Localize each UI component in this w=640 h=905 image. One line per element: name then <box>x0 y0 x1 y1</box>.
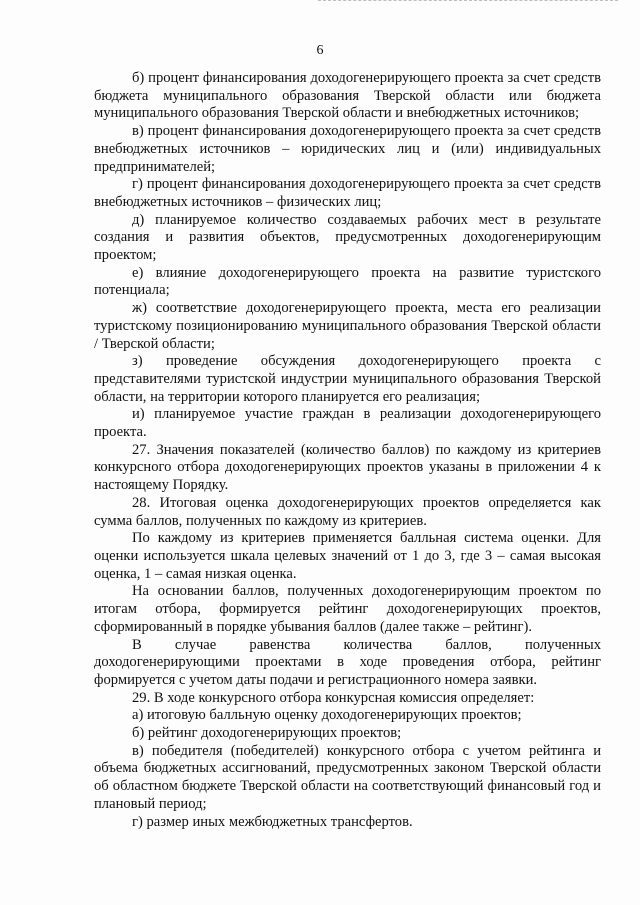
scoring-system-paragraph: По каждому из критериев применяется балльная система оценки. Для оценки используется шкала целевых значений от 1 до 3, где 3 – самая высокая оценка, 1 – самая низкая оценка. <box>94 530 601 582</box>
criterion-g: г) процент финансирования доходогенерирующего проекта за счет средств внебюджетных источников – физических лиц; <box>94 176 601 210</box>
clause-28: 28. Итоговая оценка доходогенерирующих проектов определяется как сумма баллов, полученных по каждому из критериев. <box>94 494 601 529</box>
rating-paragraph: На основании баллов, полученных доходогенерирующим проектом по итогам отбора, формируется рейтинг доходогенерирующих проектов, сформированный в порядке убывания баллов (далее также – рейтинг). <box>94 583 601 635</box>
scan-header-mark <box>318 0 618 5</box>
criterion-zh: ж) соответствие доходогенерирующего проекта, места его реализации туристскому позиционированию муниципального образования Тверской области / Тверской области; <box>94 300 601 352</box>
criterion-b: б) процент финансирования доходогенерирующего проекта за счет средств бюджета муниципального образования Тверской области или бюджета муниципального образования Тверской области и внебюджетных источников; <box>94 70 601 122</box>
document-body <box>94 70 601 831</box>
commission-item-g: г) размер иных межбюджетных трансфертов. <box>132 813 413 830</box>
criterion-z: з) проведение обсуждения доходогенерирующего проекта с представителями туристской индустрии муниципального образования Тверской области, на территории которого планируется его реализация; <box>94 353 601 405</box>
criterion-i: и) планируемое участие граждан в реализации доходогенерирующего проекта. <box>94 406 601 441</box>
commission-item-a: а) итоговую балльную оценку доходогенерирующих проектов; <box>132 707 522 724</box>
clause-27: 27. Значения показателей (количество баллов) по каждому из критериев конкурсного отбора доходогенерирующих проектов указаны в приложении 4 к настоящему Порядку. <box>94 441 601 494</box>
commission-item-b: б) рейтинг доходогенерирующих проектов; <box>132 725 402 742</box>
commission-item-v: в) победителя (победителей) конкурсного отбора с учетом рейтинга и объема бюджетных ассигнований, предусмотренных законом Тверской области об областном бюджете Тверской области на соответствующий финансовый год и плановый период; <box>94 742 601 812</box>
criterion-d: д) планируемое количество создаваемых рабочих мест в результате создания и развития объектов, предусмотренных доходогенерирующим проектом; <box>94 211 601 264</box>
criterion-e: е) влияние доходогенерирующего проекта на развитие туристского потенциала; <box>94 264 601 299</box>
page-number: 6 <box>316 43 324 58</box>
criterion-v: в) процент финансирования доходогенерирующего проекта за счет средств внебюджетных источников – юридических лиц и (или) индивидуальных предпринимателей; <box>94 123 601 175</box>
tie-break-paragraph: В случае равенства количества баллов, полученных доходогенерирующими проектами в ходе проведения отбора, рейтинг формируется с учетом даты подачи и регистрационного номера заявки. <box>94 636 601 688</box>
clause-29: 29. В ходе конкурсного отбора конкурсная комиссия определяет: <box>132 689 535 706</box>
